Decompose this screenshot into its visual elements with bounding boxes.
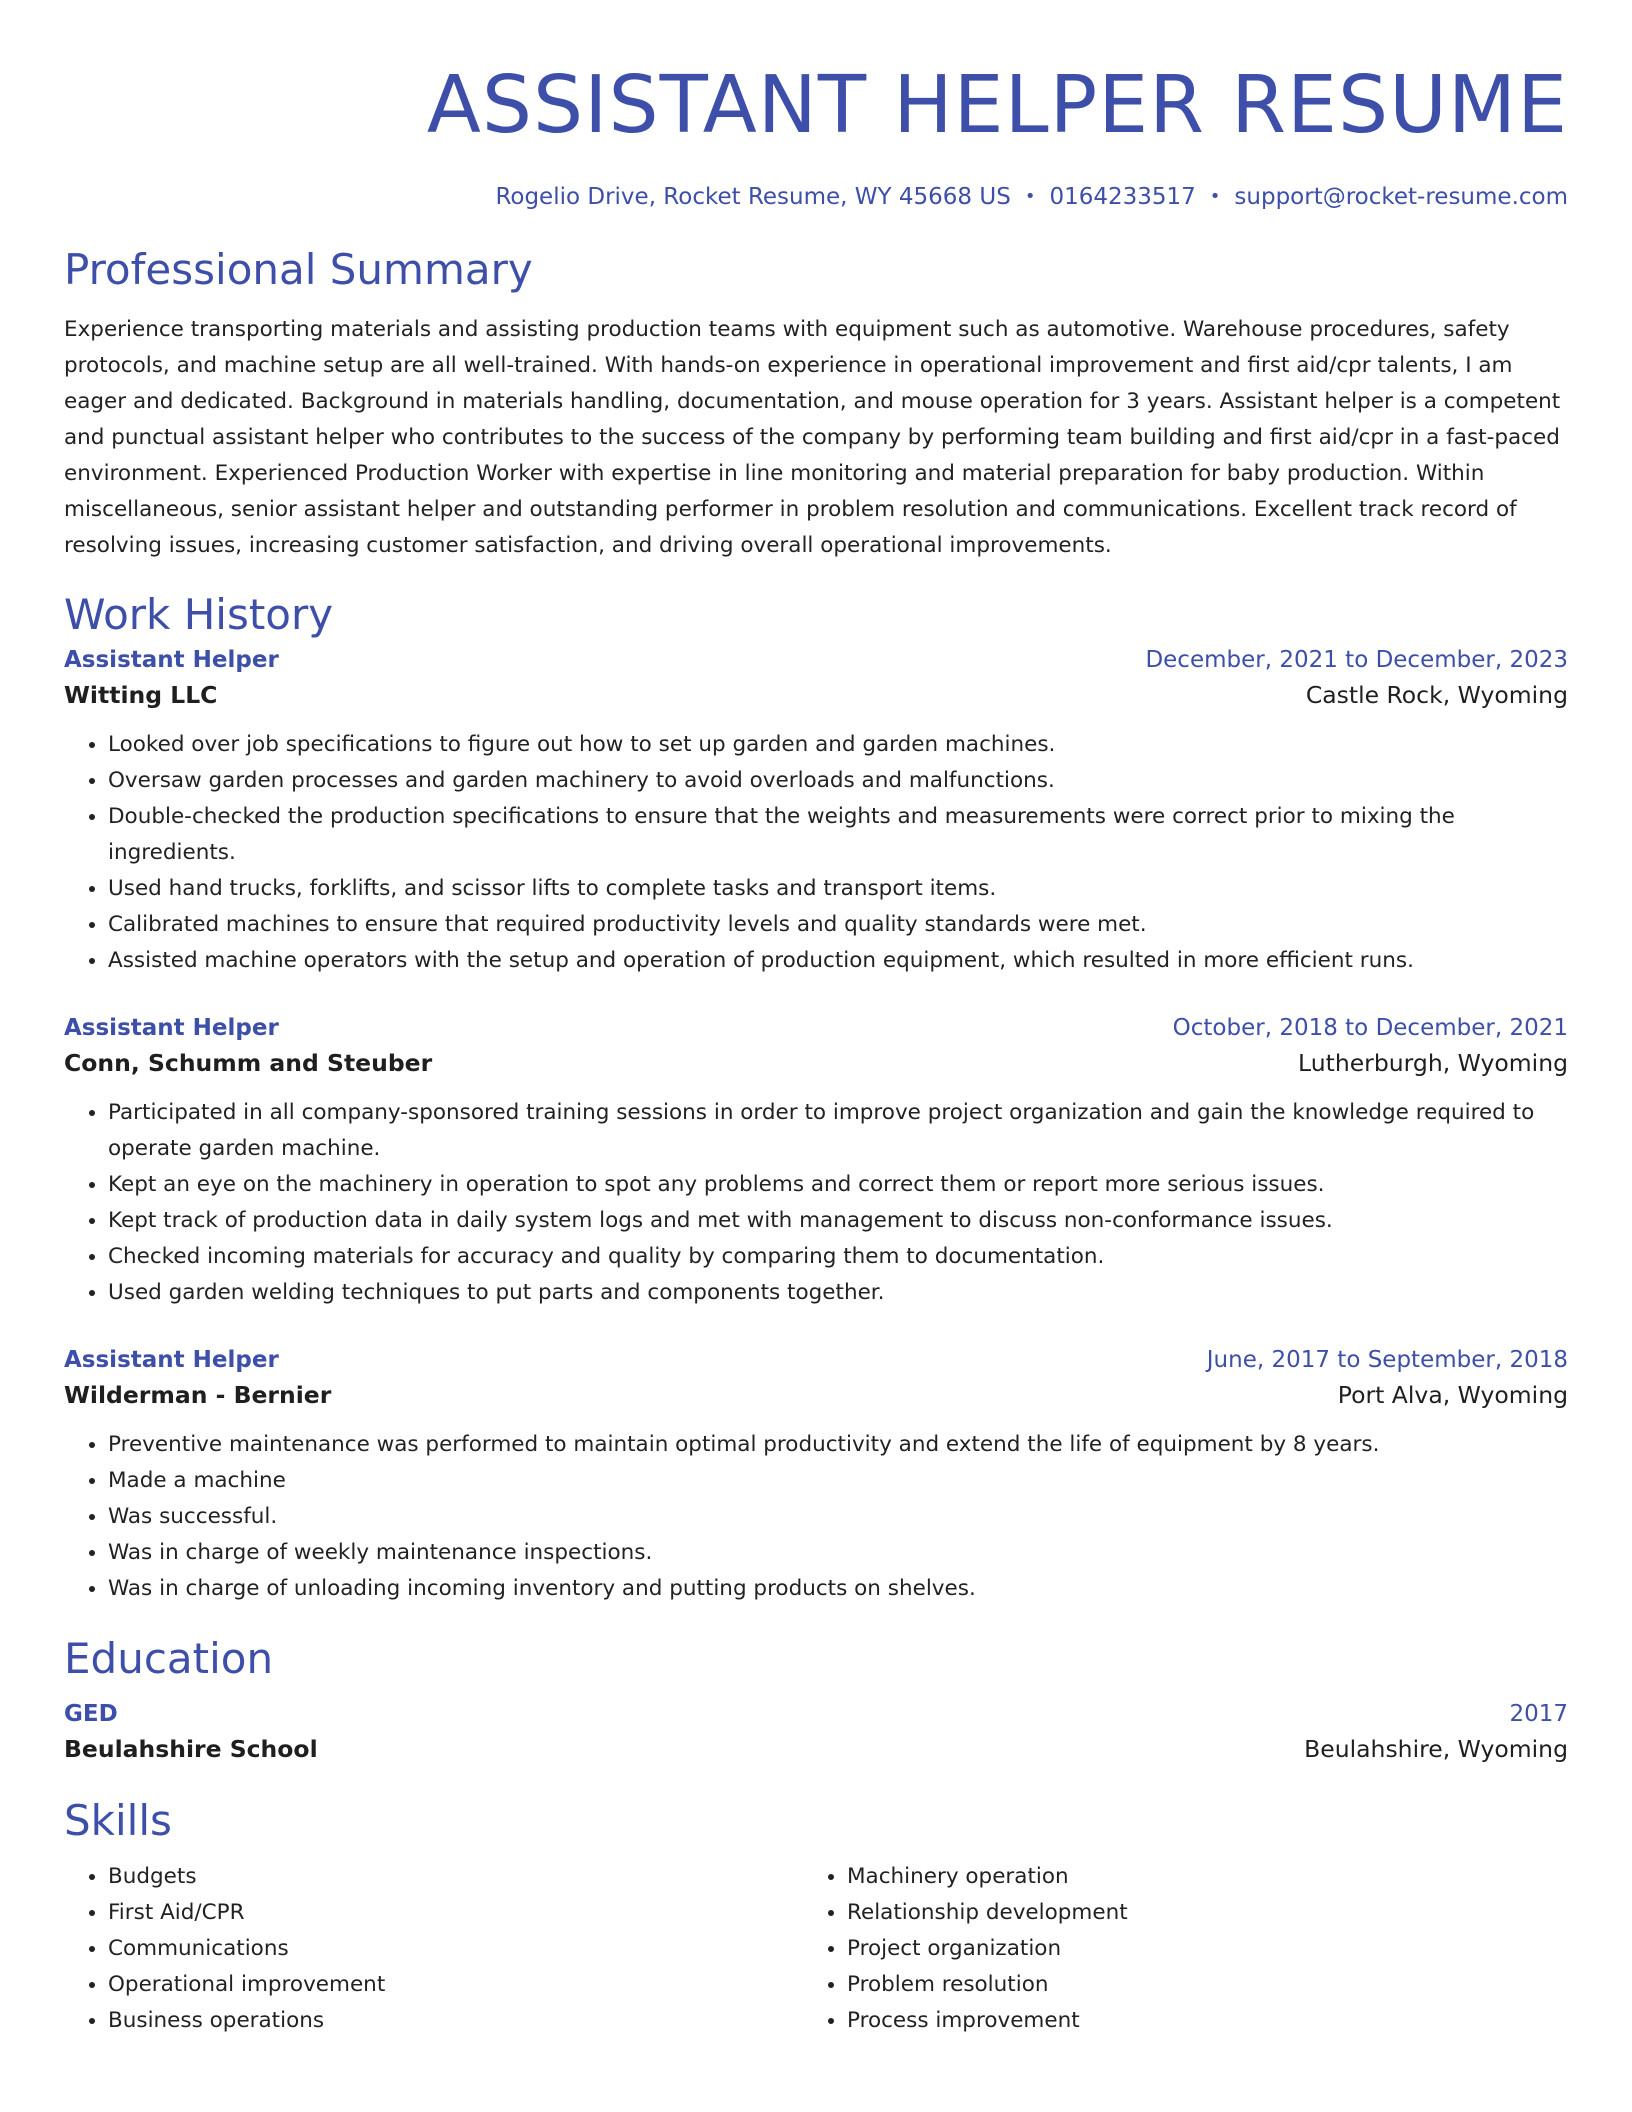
skill-item: • Budgets (108, 1859, 803, 1895)
education-location: Beulahshire, Wyoming (1304, 1735, 1568, 1763)
job-dates: October, 2018 to December, 2021 (1172, 1015, 1568, 1041)
job-bullet: • Made a machine (108, 1463, 1568, 1499)
skill-item: • Operational improvement (108, 1967, 803, 2003)
section-heading-summary: Professional Summary (64, 245, 533, 294)
section-heading-skills: Skills (64, 1796, 172, 1845)
job-title: Assistant Helper (64, 647, 279, 673)
job-bullet: • Checked incoming materials for accuracy and quality by comparing them to documentation. (108, 1239, 1568, 1275)
contact-separator: • (1024, 186, 1036, 207)
education-header-row (64, 1697, 1568, 1731)
job-company: Witting LLC (64, 681, 218, 709)
job-bullet: • Double-checked the production specifications to ensure that the weights and measurements were correct prior to mixing the ingredients. (108, 799, 1568, 871)
job-entry (64, 1011, 1568, 1311)
education-year: 2017 (1509, 1701, 1568, 1727)
skill-item: • Machinery operation (847, 1859, 1542, 1895)
skill-item: • First Aid/CPR (108, 1895, 803, 1931)
job-title: Assistant Helper (64, 1347, 279, 1373)
job-entry (64, 1343, 1568, 1607)
job-bullet: • Participated in all company-sponsored training sessions in order to improve project organization and gain the knowledge required to operate garden machine. (108, 1095, 1568, 1167)
work-history-section (64, 587, 1568, 1607)
resume-header (64, 54, 1568, 212)
job-bullet: • Was in charge of unloading incoming inventory and putting products on shelves. (108, 1571, 1568, 1607)
skill-item: • Project organization (847, 1931, 1542, 1967)
job-location: Castle Rock, Wyoming (1305, 681, 1568, 709)
contact-line (64, 182, 1568, 212)
job-bullet: • Was in charge of weekly maintenance inspections. (108, 1535, 1568, 1571)
job-bullet: • Assisted machine operators with the setup and operation of production equipment, which resulted in more efficient runs. (108, 943, 1568, 979)
job-bullet-list (64, 1427, 1568, 1607)
section-heading-work-history: Work History (64, 590, 334, 639)
job-header-row (64, 643, 1568, 677)
job-bullet: • Used hand trucks, forklifts, and scissor lifts to complete tasks and transport items. (108, 871, 1568, 907)
job-bullet: • Looked over job specifications to figure out how to set up garden and garden machines. (108, 727, 1568, 763)
education-school-row (64, 1731, 1568, 1767)
education-degree: GED (64, 1701, 118, 1727)
job-location: Lutherburgh, Wyoming (1298, 1049, 1568, 1077)
job-bullet: • Was successful. (108, 1499, 1568, 1535)
job-bullet: • Preventive maintenance was performed to maintain optimal productivity and extend the life of equipment by 8 years. (108, 1427, 1568, 1463)
job-bullet: • Calibrated machines to ensure that required productivity levels and quality standards were met. (108, 907, 1568, 943)
job-bullet: • Oversaw garden processes and garden machinery to avoid overloads and malfunctions. (108, 763, 1568, 799)
job-location: Port Alva, Wyoming (1337, 1381, 1568, 1409)
job-header-row (64, 1011, 1568, 1045)
resume-title: ASSISTANT HELPER RESUME (426, 59, 1568, 151)
skill-item: • Business operations (108, 2003, 803, 2039)
job-bullet: • Kept an eye on the machinery in operation to spot any problems and correct them or report more serious issues. (108, 1167, 1568, 1203)
job-entry (64, 643, 1568, 979)
job-bullet-list (64, 1095, 1568, 1311)
job-company-row (64, 1377, 1568, 1413)
job-company-row (64, 677, 1568, 713)
skills-list-right (803, 1859, 1542, 2039)
job-dates: December, 2021 to December, 2023 (1145, 647, 1568, 673)
skill-item: • Communications (108, 1931, 803, 1967)
skill-item: • Relationship development (847, 1895, 1542, 1931)
skills-section (64, 1793, 1568, 2039)
contact-address: Rogelio Drive, Rocket Resume, WY 45668 US (495, 184, 1011, 210)
section-heading-education: Education (64, 1634, 274, 1683)
contact-email: support@rocket-resume.com (1234, 184, 1568, 210)
skill-item: • Process improvement (847, 2003, 1542, 2039)
skill-item: • Problem resolution (847, 1967, 1542, 2003)
job-title: Assistant Helper (64, 1015, 279, 1041)
job-header-row (64, 1343, 1568, 1377)
job-company-row (64, 1045, 1568, 1081)
education-entry (64, 1697, 1568, 1767)
skills-list-left (64, 1859, 803, 2039)
job-bullet-list (64, 727, 1568, 979)
summary-section (64, 242, 1568, 564)
contact-separator: • (1209, 186, 1221, 207)
contact-phone: 0164233517 (1049, 184, 1196, 210)
job-bullet: • Kept track of production data in daily system logs and met with management to discuss non-conformance issues. (108, 1203, 1568, 1239)
skills-columns (64, 1859, 1568, 2039)
job-dates: June, 2017 to September, 2018 (1206, 1347, 1568, 1373)
job-company: Conn, Schumm and Steuber (64, 1049, 433, 1077)
job-bullet: • Used garden welding techniques to put parts and components together. (108, 1275, 1568, 1311)
summary-text: Experience transporting materials and assisting production teams with equipment such as automotive. Warehouse procedures, safety protocols, and machine setup are all well-trained. With hands-on experience in operational improvement and first aid/cpr talents, I am eager and dedicated. Background in materials handling, documentation, and mouse operation for 3 years. Assistant helper is a competent and punctual assistant helper who contributes to the success of the company by performing team building and first aid/cpr in a fast-paced environment. Experienced Production Worker with expertise in line monitoring and material preparation for baby production. Within miscellaneous, senior assistant helper and outstanding performer in problem resolution and communications. Excellent track record of resolving issues, increasing customer satisfaction, and driving overall operational improvements. (64, 317, 1561, 558)
education-school: Beulahshire School (64, 1735, 318, 1763)
education-section (64, 1631, 1568, 1767)
job-company: Wilderman - Bernier (64, 1381, 332, 1409)
